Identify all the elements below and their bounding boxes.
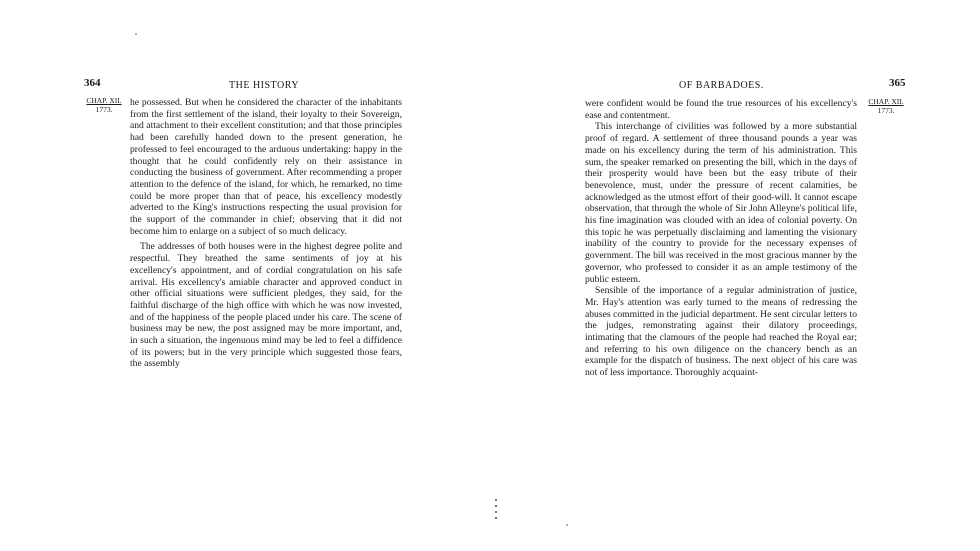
left-running-head: THE HISTORY (229, 80, 300, 91)
paper-speck (566, 524, 568, 526)
right-page (490, 0, 980, 551)
right-paragraph-3: Sensible of the importance of a regular administration of justice, Mr. Hay's attention was early turned to the means of redressing the abuses committed in the judicial department. He sent circular letters to the judges, remonstrating against their dilatory proceedings, intimating that the clamours of the people had reached the Royal ear; and referring to his own diligence on the chancery bench as an example for the dispatch of business. The next object of his care was not of less importance. Thoroughly acquaint- (585, 285, 857, 379)
paper-speck (135, 33, 137, 35)
right-body-text (585, 98, 857, 379)
right-margin-chapter: CHAP. XII. (868, 97, 904, 106)
left-margin-note (82, 96, 126, 114)
right-margin-year: 1773. (877, 106, 895, 115)
right-page-number: 365 (889, 77, 906, 89)
gutter-specks (493, 495, 499, 535)
left-margin-year: 1773. (95, 105, 113, 114)
right-paragraph-1: were confident would be found the true resources of his excellency's ease and contentment. (585, 98, 857, 121)
left-paragraph-1: he possessed. But when he considered the character of the inhabitants from the first settlement of the island, their loyalty to their Sovereign, and attachment to their excellent constitution; and that those principles had been carefully handed down to the present generation, he professed to feel encouraged to the arduous undertaking: happy in the thought that he could confidently rely on their assistance in conducting the business of government. After recommending a proper attention to the defence of the island, for which, he remarked, no time could be more proper than that of peace, his excellency modestly adverted to the King's instructions respecting the usual provision for the support of the commander in chief; observing that it did not become him to enlarge on a subject of so much delicacy. (130, 97, 402, 237)
right-running-head: OF BARBADOES. (679, 80, 764, 91)
left-margin-chapter: CHAP. XII. (86, 96, 122, 105)
left-page-number: 364 (84, 77, 101, 89)
left-paragraph-2: The addresses of both houses were in the highest degree polite and respectful. They breathed the same sentiments of joy at his excellency's appointment, and of cordial congratulation on his safe arrival. His excellency's amiable character and approved conduct in other official situations were sufficient pledges, they said, for the faithful discharge of the high office with which he was now invested, and of the happiness of the people placed under his care. The scene of business may be new, the post assigned may be more important, and, in such a situation, the ingenuous mind may be led to feel a diffidence of its powers; but in the very principle which suggested those fears, the assembly (130, 241, 402, 370)
right-paragraph-2: This interchange of civilities was followed by a more substantial proof of regard. A settlement of three thousand pounds a year was made on his excellency during the term of his administration. This sum, the speaker remarked on presenting the bill, which in the days of their prosperity would have been but the easy tribute of their benevolence, must, under the pressure of recent calamities, be acknowledged as the utmost effort of their good-will. It cannot escape observation, that through the whole of Sir John Alleyne's political life, his fine imagination was clouded with an idea of colonial poverty. On this topic he was perpetually disclaiming and lamenting the visionary inability of the country to provide for the necessary expenses of government. The bill was received in the most gracious manner by the governor, who professed to consider it as an ample testimony of the public esteem. (585, 121, 857, 285)
left-body-text (130, 97, 402, 370)
right-margin-note (863, 97, 909, 115)
